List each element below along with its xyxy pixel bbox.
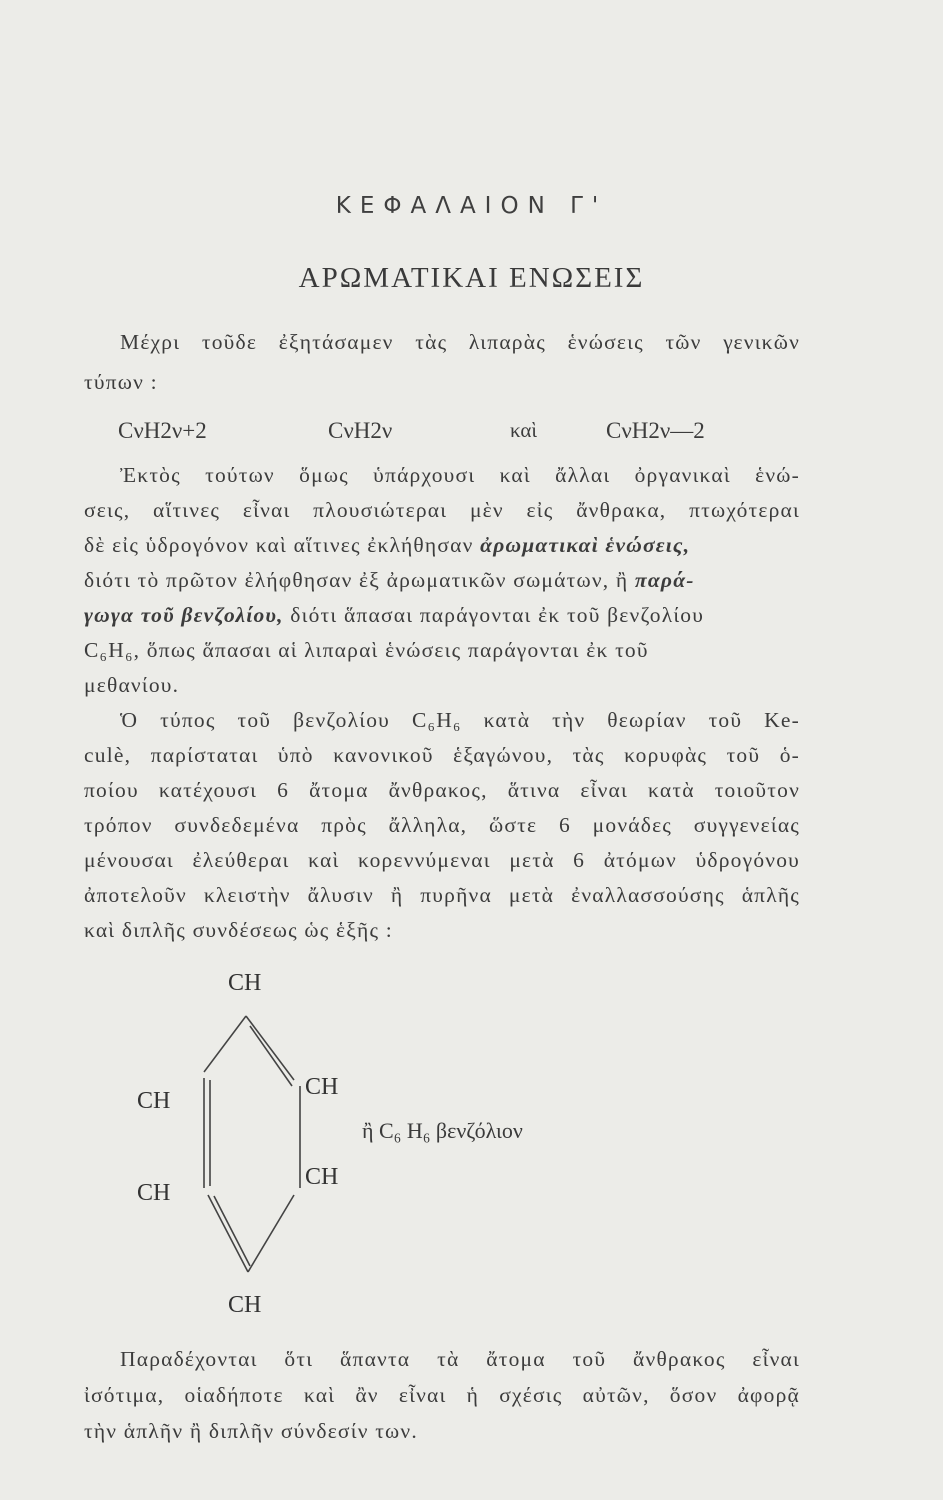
- para1-line-7: μεθανίου.: [84, 673, 180, 697]
- carbon-upper-left: CH: [137, 1088, 171, 1114]
- bond-top-right-inner: [250, 1026, 292, 1086]
- para1-line-6: C₆H₆, ὅπως ἅπασαι αἱ λιπαραὶ ἑνώσεις παράγονται ἐκ τοῦ: [84, 638, 649, 662]
- benzene-kekule-diagram: [180, 1000, 380, 1300]
- carbon-lower-left: CH: [137, 1180, 171, 1206]
- formula-alkane: CνH2ν+2: [118, 418, 207, 443]
- para1-line-1: Ἐκτὸς τούτων ὅμως ὑπάρχουσι καὶ ἄλλαι ὀργανικαὶ ἑνώ-: [120, 463, 800, 487]
- para2-line-1: Ὁ τύπος τοῦ βενζολίου C₆H₆ κατὰ τὴν θεωρίαν τοῦ Ke-: [120, 708, 800, 732]
- bond-top-left: [204, 1016, 246, 1072]
- derivatives-term-start: παρά-: [634, 568, 695, 592]
- para1-line-3-text: δὲ εἰς ὑδρογόνον καὶ αἵτινες ἐκλήθησαν: [84, 533, 481, 557]
- para1-line-3: [84, 533, 800, 558]
- para1-line-2: σεις, αἵτινες εἶναι πλουσιώτεραι μὲν εἰς ἄνθρακα, πτωχότεραι: [84, 498, 800, 522]
- para3-line-2: ἰσότιμα, οἱαδήποτε καὶ ἂν εἶναι ἡ σχέσις αὐτῶν, ὅσον ἀφορᾷ: [84, 1383, 800, 1407]
- chapter-heading: ΚΕΦΑΛΑΙΟΝ Γ': [335, 193, 608, 219]
- para2-line-6: ἀποτελοῦν κλειστὴν ἄλυσιν ἢ πυρῆνα μετὰ ἐναλλασσούσης ἁπλῆς: [84, 883, 800, 907]
- para2-line-4: τρόπον συνδεδεμένα πρὸς ἄλληλα, ὥστε 6 μονάδες συγγενείας: [84, 813, 800, 837]
- bond-top-right-outer: [246, 1016, 294, 1080]
- formula-conjunction: καὶ: [510, 418, 538, 442]
- carbon-upper-right: CH: [305, 1074, 339, 1100]
- aromatic-compounds-term: ἀρωματικαὶ ἑνώσεις,: [480, 533, 691, 557]
- bond-bottom-left-outer: [208, 1195, 248, 1272]
- para2-line-3: ποίου κατέχουσι 6 ἄτομα ἄνθρακος, ἅτινα εἶναι κατὰ τοιοῦτον: [84, 778, 800, 802]
- section-title: ΑΡΩΜΑΤΙΚΑΙ ΕΝΩΣΕΙΣ: [298, 262, 645, 294]
- para2-line-7: καὶ διπλῆς συνδέσεως ὡς ἑξῆς :: [84, 918, 393, 942]
- formula-alkyne: CνH2ν—2: [606, 418, 705, 443]
- para3-line-3: τὴν ἁπλῆν ἢ διπλῆν σύνδεσίν των.: [84, 1419, 418, 1443]
- intro-line-1: Μέχρι τοῦδε ἐξητάσαμεν τὰς λιπαρὰς ἑνώσεις τῶν γενικῶν: [120, 330, 800, 354]
- para2-line-2: culè, παρίσταται ὑπὸ κανονικοῦ ἑξαγώνου, τὰς κορυφὰς τοῦ ὁ-: [84, 743, 800, 767]
- carbon-top: CH: [228, 970, 262, 996]
- carbon-lower-right: CH: [305, 1164, 339, 1190]
- derivatives-term-end: γωγα τοῦ βενζολίου,: [84, 603, 284, 627]
- para1-line-5: [84, 603, 800, 628]
- bond-bottom-right: [248, 1195, 294, 1272]
- para1-line-4: [84, 568, 800, 593]
- carbon-bottom: CH: [228, 1292, 262, 1318]
- para1-line-5-text: διότι ἅπασαι παράγονται ἐκ τοῦ βενζολίου: [283, 603, 705, 627]
- para2-line-5: μένουσαι ἐλεύθεραι καὶ κορεννύμεναι μετὰ 6 ἀτόμων ὑδρογόνου: [84, 848, 800, 872]
- para3-line-1: Παραδέχονται ὅτι ἅπαντα τὰ ἄτομα τοῦ ἄνθρακος εἶναι: [120, 1347, 800, 1371]
- intro-line-2: τύπων :: [84, 370, 158, 394]
- formula-alkene: CνH2ν: [328, 418, 393, 443]
- bond-bottom-left-inner: [214, 1196, 250, 1266]
- para1-line-4-text: διότι τὸ πρῶτον ἐλήφθησαν ἐξ ἀρωματικῶν σωμάτων, ἢ: [84, 568, 635, 592]
- benzene-caption: ἢ C₆ H₆ βενζόλιον: [362, 1118, 523, 1143]
